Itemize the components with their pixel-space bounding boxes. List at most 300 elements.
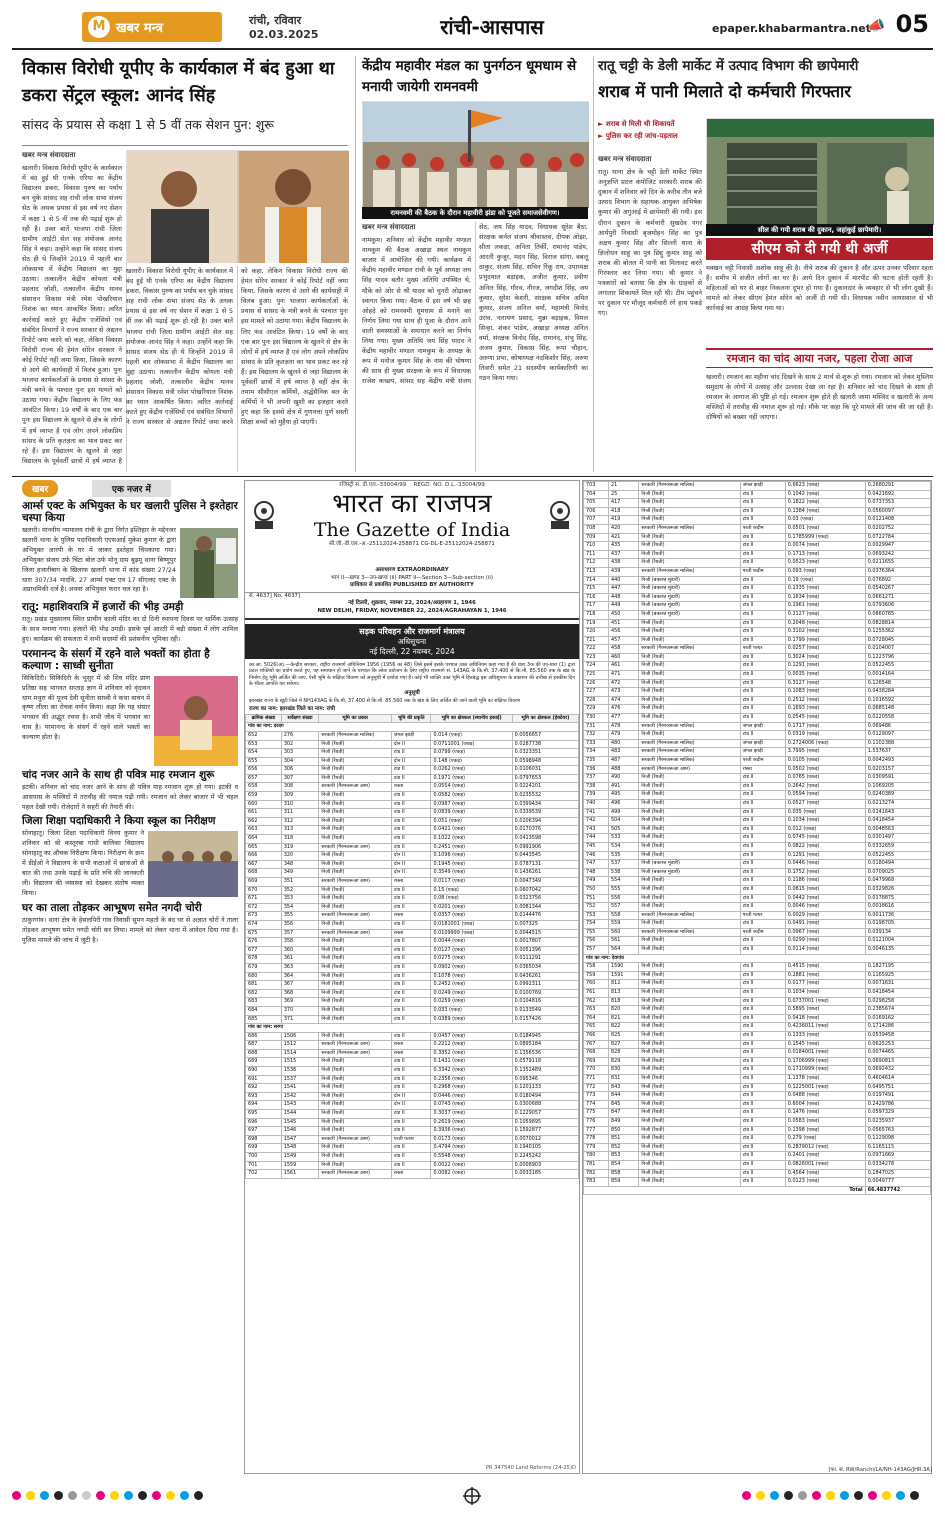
- black-dot: [194, 1491, 203, 1500]
- table-cell: 0.0109999 (एकड़): [431, 929, 512, 938]
- table-row: [246, 809, 579, 818]
- table-cell: 0.1022 (एकड़): [431, 835, 512, 844]
- table-cell: 1549: [281, 1153, 319, 1162]
- table-cell: 757: [584, 946, 609, 955]
- table-cell: 0.0319 (एकड़): [785, 731, 865, 740]
- table-cell: 0.0180494: [865, 860, 930, 869]
- table-cell: 736: [584, 765, 609, 774]
- table-cell: टांड II: [391, 886, 431, 895]
- table-cell: निजी (रैयती): [639, 1032, 740, 1041]
- table-cell: 0.3024 (एकड़): [785, 653, 865, 662]
- table-cell: 0.1713 (एकड़): [785, 550, 865, 559]
- table-cell: 0.1201133: [512, 1084, 578, 1093]
- table-cell: 0.3342 (एकड़): [431, 1067, 512, 1076]
- table-cell: 1543: [281, 1101, 319, 1110]
- table-cell: निजी (रैयती): [639, 885, 740, 894]
- table-cell: 745: [584, 842, 609, 851]
- gazette-auth: प्राधिकार से प्रकाशित PUBLISHED BY AUTHORITY: [245, 582, 579, 593]
- table-cell: 0.0044 (एकड़): [431, 938, 512, 947]
- table-cell: 652: [246, 731, 282, 740]
- table-row: [584, 628, 931, 637]
- table-cell: निजी (रैयती): [639, 1109, 740, 1118]
- table-cell: रास्ता: [391, 929, 431, 938]
- table-row: [584, 799, 931, 808]
- table-row: [246, 886, 579, 895]
- table-cell: 0.2212 (एकड़): [431, 1041, 512, 1050]
- table-cell: टांड II: [391, 843, 431, 852]
- black-dot: [784, 1491, 793, 1500]
- table-cell: निजी (रैयती): [319, 998, 392, 1007]
- table-cell: निजी (रैयती): [639, 714, 740, 723]
- table-cell: 0.0418 (एकड़): [785, 1014, 865, 1023]
- table-cell: 0.0070012: [512, 1135, 578, 1144]
- gazette-title-hindi: भारत का राजपत्र: [332, 489, 492, 519]
- table-cell: 0.0213274: [865, 799, 930, 808]
- table-cell: सरकारी (गैरमजरूआ मालिक): [319, 731, 392, 740]
- yellow-dot: [826, 1491, 835, 1500]
- table-cell: 0.014 (एकड़): [431, 731, 512, 740]
- table-cell: 716: [584, 593, 609, 602]
- table-cell: परती पत्थर: [740, 911, 785, 920]
- table-row: [584, 593, 931, 602]
- table-cell: 0.1078 (एकड़): [431, 972, 512, 981]
- table-cell: 0.0693242: [865, 550, 930, 559]
- table-row: [584, 507, 931, 516]
- table-row: [584, 1074, 931, 1083]
- table-row: [584, 1169, 931, 1178]
- table-cell: 654: [246, 749, 282, 758]
- table-cell: 0.148 (एकड़): [431, 757, 512, 766]
- table-cell: निजी (रैयती): [319, 938, 392, 947]
- story-headline: विकास विरोधी यूपीए के कार्यकाल में बंद हुआ था डकरा सेंट्रल स्कूल: आनंद सिंह: [22, 59, 335, 106]
- table-cell: 698: [246, 1135, 282, 1144]
- table-cell: 308: [281, 783, 319, 792]
- table-cell: टांड II: [740, 1014, 785, 1023]
- table-cell: 697: [246, 1127, 282, 1136]
- table-cell: 0.0104007: [865, 645, 930, 654]
- story-subhead: सांसद के प्रयास से कक्षा 1 से 5 वीं तक सेशन पुन: शुरू: [22, 117, 274, 132]
- table-cell: निजी (रैयती): [319, 895, 392, 904]
- table-row: [584, 928, 931, 937]
- table-cell: टांड II: [740, 782, 785, 791]
- table-cell: टांड II: [391, 1067, 431, 1076]
- table-row: [584, 1014, 931, 1023]
- table-cell: 0.051 (एकड़): [431, 817, 512, 826]
- table-cell: 353: [281, 895, 319, 904]
- table-cell: निजी (रैयती): [639, 731, 740, 740]
- table-cell: 0.0105 (एकड़): [785, 757, 865, 766]
- table-cell: 858: [608, 1169, 638, 1178]
- table-cell: 0.0047349: [512, 878, 578, 887]
- table-cell: 849: [608, 1117, 638, 1126]
- table-cell: टांड II: [740, 731, 785, 740]
- table-cell: 0.007325: [512, 920, 578, 929]
- table-row: [584, 1040, 931, 1049]
- table-cell: टांड II: [391, 920, 431, 929]
- section-title: रांची-आसपास: [440, 15, 544, 39]
- table-cell: 0.0545 (एकड़): [785, 714, 865, 723]
- table-cell: निजी (रैयती): [639, 688, 740, 697]
- table-cell: 0.0056657: [512, 731, 578, 740]
- ramzan-body: खलारी। रमजान का महीना चांद दिखने के साथ 2 मार्च से शुरू हो गया। रमजान को लेकर मुस्लिम समुदाय के लोगों में उत्साह और उल्लास देखा जा रहा है। शनिवार को चांद दिखने के साथ ही रमजान के आगाज की पुष्टि हो गई। रमजान शुरू होते ही खलारी जामा मस्जिद व खलारी के अन्य मस्जिदों में तरावीह की नमाज शुरू हो गई। मौके पर कहा कि पूरे मामले की जांच की जा रही है। दोषियों को बख्शा नहीं जाएगा।: [706, 373, 933, 422]
- table-cell: 0.5895 (एकड़): [785, 1006, 865, 1015]
- table-cell: 417: [608, 499, 638, 508]
- ramzan-headline: रमजान का चांद आया नजर, पहला रोजा आज: [726, 352, 913, 365]
- table-row: [584, 1057, 931, 1066]
- gazette-title-english: The Gazette of India: [313, 519, 511, 541]
- table-cell: 310: [281, 800, 319, 809]
- table-cell: 0.0565763: [865, 1126, 930, 1135]
- table-row: [584, 1152, 931, 1161]
- table-cell: 702: [246, 1170, 282, 1179]
- table-cell: निजी (रैयती): [319, 1101, 392, 1110]
- table-cell: निजी (रैयती): [639, 705, 740, 714]
- table-cell: 0.1225001 (एकड़): [785, 1083, 865, 1092]
- table-row: [246, 835, 579, 844]
- brand-logo[interactable]: [82, 12, 222, 42]
- table-cell: टांड II: [740, 877, 785, 886]
- table-cell: निजी (रैयती): [639, 662, 740, 671]
- black-dot: [910, 1491, 919, 1500]
- table-cell: 0.0457 (एकड़): [431, 1032, 512, 1041]
- table-cell: 0.0049777: [865, 1178, 930, 1187]
- table-cell: 708: [584, 524, 609, 533]
- table-row: [584, 971, 931, 980]
- photo-caption: रामनवमी की बैठक के दौरान महावीरी झंडा को पूजते समाजसेवीगण।: [362, 207, 588, 219]
- table-cell: 0.0389 (एकड़): [431, 1015, 512, 1024]
- table-cell: 0.1083 (एकड़): [785, 688, 865, 697]
- table-cell: निजी (रैयती): [319, 1006, 392, 1015]
- table-cell: 0.0815 (एकड़): [785, 885, 865, 894]
- table-cell: दोन II: [391, 1101, 431, 1110]
- table-row: [584, 1135, 931, 1144]
- table-cell: 0.2680291: [865, 482, 930, 491]
- table-cell: रास्ता: [391, 1041, 431, 1050]
- table-cell: 0.2385674: [865, 1006, 930, 1015]
- table-cell: 0.19 (एकड़): [785, 576, 865, 585]
- table-cell: 722: [584, 645, 609, 654]
- table-cell: 677: [246, 946, 282, 955]
- table-cell: 0.1592877: [512, 1127, 578, 1136]
- table-cell: 669: [246, 878, 282, 887]
- table-cell: 451: [608, 619, 638, 628]
- table-cell: निजी (रैयती): [319, 817, 392, 826]
- table-row: [246, 955, 579, 964]
- table-cell: निजी (रैयती): [639, 989, 740, 998]
- table-cell: टांड II: [391, 938, 431, 947]
- table-cell: 0.0202752: [865, 524, 930, 533]
- table-cell: 0.1693 (एकड़): [785, 705, 865, 714]
- table-row: [246, 749, 579, 758]
- table-cell: 0.0971669: [865, 1152, 930, 1161]
- table-cell: टांड II: [740, 533, 785, 542]
- table-cell: 854: [608, 1160, 638, 1169]
- table-cell: 744: [584, 834, 609, 843]
- table-cell: 495: [608, 791, 638, 800]
- table-cell: 761: [584, 989, 609, 998]
- table-cell: 0.0902 (एकड़): [431, 963, 512, 972]
- table-row: [584, 576, 931, 585]
- table-cell: 0.1165115: [865, 1143, 930, 1152]
- table-cell: सरकारी (गैरमजरूआ मालिक): [639, 748, 740, 757]
- table-row: [584, 516, 931, 525]
- table-row: [246, 800, 579, 809]
- table-cell: 0.3352 (एकड़): [431, 1049, 512, 1058]
- table-cell: 693: [246, 1092, 282, 1101]
- table-cell: 0.0011736: [865, 911, 930, 920]
- table-cell: निजी (रैयती): [639, 550, 740, 559]
- table-cell: 1559: [281, 1161, 319, 1170]
- table-cell: टांड II: [740, 963, 785, 972]
- table-row: [584, 482, 931, 491]
- ministry: सड़क परिवहन और राजमार्ग मंत्रालय: [359, 626, 465, 636]
- table-cell: 727: [584, 688, 609, 697]
- photo-meeting: [362, 101, 588, 207]
- table-cell: 0.0014164: [865, 671, 930, 680]
- label-khabar: खबर: [22, 480, 58, 497]
- table-cell: 659: [246, 792, 282, 801]
- table-row: [246, 1084, 579, 1093]
- yellow-dot: [110, 1491, 119, 1500]
- table-cell: 752: [584, 903, 609, 912]
- table-cell: टांड II: [740, 610, 785, 619]
- table-row: [584, 1160, 931, 1169]
- table-cell: 0.0046 (एकड़): [785, 903, 865, 912]
- table-row: [246, 903, 579, 912]
- table-cell: 0.4564 (एकड़): [785, 1169, 865, 1178]
- table-cell: 0.0121004: [865, 937, 930, 946]
- table-cell: निजी (बकाश्त मुंडारी): [639, 576, 740, 585]
- table-cell: 0.0157426: [512, 1015, 578, 1024]
- table-cell: 0.1799 (एकड़): [785, 636, 865, 645]
- table-row: [246, 1006, 579, 1015]
- table-cell: 0.012 (एकड़): [785, 825, 865, 834]
- table-cell: टांड II: [740, 705, 785, 714]
- table-row: [584, 774, 931, 783]
- table-cell: 0.0418454: [865, 817, 930, 826]
- table-cell: निजी (रैयती): [319, 1118, 392, 1127]
- table-cell: 661: [246, 809, 282, 818]
- table-cell: 0.4515 (एकड़): [785, 963, 865, 972]
- crosshair-icon: [463, 1487, 481, 1505]
- table-cell: निजी (रैयती): [639, 1100, 740, 1109]
- news-body: सिकिदिरी। सिकिदिरी के भुसुर में श्री शिव मंदिर प्राण प्रतिष्ठा सह भागवत सप्ताह ज्ञान में शनिवार को वृंदावन धाम मथुरा की पूज्य देवी सुनीता साध्वी ने कथा वाचन में कृष्ण लीला का रोचक वर्णन किया। कहा कि यह संसार भगवान की अद्भुत रचना है। सभी जीव में भगवान का वास है। परमानन्द के संसर्ग में रहने वाले भक्तों का कल्याण होता है।: [22, 673, 150, 742]
- table-cell: 460: [608, 653, 638, 662]
- table-cell: टांड II: [740, 1100, 785, 1109]
- table-cell: 770: [584, 1066, 609, 1075]
- table-cell: 0.039134: [865, 928, 930, 937]
- table-cell: 358: [281, 938, 319, 947]
- masthead: [12, 10, 933, 50]
- table-cell: टांड II: [740, 628, 785, 637]
- table-row: [246, 912, 579, 921]
- table-cell: निजी (रैयती): [639, 1178, 740, 1187]
- table-cell: परती कदीम: [740, 928, 785, 937]
- table-cell: 720: [584, 628, 609, 637]
- story-headline: केंद्रीय महावीर मंडल का पुनर्गठन धूमधाम से मनायी जायेगी रामनवमी: [362, 58, 577, 95]
- table-cell: 733: [584, 739, 609, 748]
- table-cell: 655: [246, 757, 282, 766]
- table-cell: दोन II: [391, 860, 431, 869]
- table-cell: 0.1165925: [865, 971, 930, 980]
- news-headline: रातू: महाशिवरात्रि में हजारों की भीड़ उमड़ी: [22, 601, 184, 613]
- table-row: [246, 1110, 579, 1119]
- village-label: गांव का नाम: देवगांव: [584, 954, 931, 963]
- table-row: [246, 878, 579, 887]
- table-cell: निजी (रैयती): [639, 696, 740, 705]
- village-row: [584, 954, 931, 963]
- table-cell: 0.0127 (एकड़): [431, 946, 512, 955]
- total-row: [584, 1186, 931, 1195]
- table-cell: 0.0042493: [865, 757, 930, 766]
- table-cell: 0.1042 (एकड़): [785, 490, 865, 499]
- table-cell: 749: [584, 877, 609, 886]
- table-cell: टांड II: [740, 1066, 785, 1075]
- table-cell: 830: [608, 1066, 638, 1075]
- table-cell: 828: [608, 1049, 638, 1058]
- story-headline-main: शराब में पानी मिलाते दो कर्मचारी गिरफ्तार: [598, 82, 852, 101]
- table-cell: 782: [584, 1169, 609, 1178]
- news-body: रातू। प्रखंड मुख्यालय स्थित प्राचीन काली मंदिर का दो दिनी स्थापना दिवस पर धार्मिक उत्साह के साथ मनाया गया। हजारों की भीड़ उमड़ी। इसके पूर्व आरती में बड़ी संख्या में लोग शामिल हुए। कार्यक्रम की सफलता में सभी सदस्यों की प्रशंसनीय भूमिका रही।: [22, 615, 238, 643]
- table-cell: 0.0220558: [865, 714, 930, 723]
- table-cell: निजी (रैयती): [319, 886, 392, 895]
- table-row: [246, 757, 579, 766]
- table-cell: 0.0661271: [865, 593, 930, 602]
- photo-caption: सील की गयी शराब की दुकान, जहांकुई छापेमारी।: [706, 224, 933, 236]
- table-cell: 742: [584, 817, 609, 826]
- total-value: 66.4837742: [865, 1186, 930, 1195]
- table-cell: 559: [608, 920, 638, 929]
- table-cell: 692: [246, 1084, 282, 1093]
- table-cell: 25: [608, 490, 638, 499]
- table-cell: 0.0299 (एकड़): [785, 937, 865, 946]
- table-cell: 0.279 (एकड़): [785, 1135, 865, 1144]
- table-cell: 777: [584, 1126, 609, 1135]
- table-cell: 490: [608, 774, 638, 783]
- table-cell: 0.0839 (एकड़): [431, 809, 512, 818]
- table-cell: 472: [608, 679, 638, 688]
- table-cell: 768: [584, 1049, 609, 1058]
- table-cell: 1590: [608, 963, 638, 972]
- table-cell: 363: [281, 963, 319, 972]
- table-cell: 561: [608, 937, 638, 946]
- table-cell: निजी (रैयती): [639, 1143, 740, 1152]
- table-row: [246, 1135, 579, 1144]
- table-cell: निजी (रैयती): [319, 1067, 392, 1076]
- table-row: [584, 585, 931, 594]
- table-cell: 821: [608, 1014, 638, 1023]
- table-cell: निजी (रैयती): [319, 1058, 392, 1067]
- table-cell: 730: [584, 714, 609, 723]
- table-cell: 0.2401 (एकड़): [785, 1152, 865, 1161]
- table-cell: 776: [584, 1117, 609, 1126]
- table-cell: 859: [608, 1178, 638, 1187]
- table-cell: 710: [584, 542, 609, 551]
- table-cell: 0.1384 (एकड़): [785, 507, 865, 516]
- table-cell: निजी (रैयती): [319, 981, 392, 990]
- land-table: [583, 481, 931, 1195]
- ramzan-headline-box: [706, 348, 933, 368]
- table-cell: जंगल झाड़ी: [740, 722, 785, 731]
- table-cell: सरकारी (गैरमजरूआ आम): [319, 1170, 392, 1179]
- table-cell: 0.0111291: [512, 955, 578, 964]
- black-dot: [138, 1491, 147, 1500]
- table-cell: सरकारी (गैरमजरूआ आम): [319, 912, 392, 921]
- table-cell: 0.4236011 (एकड़): [785, 1023, 865, 1032]
- table-cell: टांड II: [740, 1143, 785, 1152]
- table-cell: 0.0300688: [512, 1101, 578, 1110]
- table-cell: 0.0334278: [865, 1160, 930, 1169]
- table-cell: 689: [246, 1058, 282, 1067]
- table-cell: 0.1545 (एकड़): [785, 1040, 865, 1049]
- table-cell: 712: [584, 559, 609, 568]
- table-row: [584, 894, 931, 903]
- table-row: [246, 998, 579, 1007]
- table-cell: 743: [584, 825, 609, 834]
- site-url[interactable]: epaper.khabarmantra.net: [712, 22, 871, 35]
- table-cell: 0.0141643: [865, 808, 930, 817]
- table-cell: निजी (बकाश्त मुंडारी): [639, 593, 740, 602]
- grey-dot: [68, 1491, 77, 1500]
- table-cell: 758: [584, 963, 609, 972]
- table-row: [246, 1153, 579, 1162]
- school-photo: [148, 831, 238, 897]
- gazette-date-hi: नई दिल्ली, शुक्रवार, नवम्बर 22, 2024/अग्रहायण 1, 1946: [348, 600, 476, 607]
- table-cell: 658: [246, 783, 282, 792]
- table-cell: 0.0081344: [512, 903, 578, 912]
- table-cell: 0.0722784: [865, 533, 930, 542]
- brand-name: खबर मन्त्र: [116, 21, 164, 36]
- table-cell: 852: [608, 1143, 638, 1152]
- table-cell: 843: [608, 1083, 638, 1092]
- table-cell: 471: [608, 671, 638, 680]
- table-cell: निजी (रैयती): [319, 1153, 392, 1162]
- table-cell: टांड II: [740, 1160, 785, 1169]
- table-cell: निजी (बकाश्त मुंडारी): [639, 868, 740, 877]
- table-row: [584, 645, 931, 654]
- magenta-dot: [96, 1491, 105, 1500]
- table-cell: 0.2048 (एकड़): [785, 619, 865, 628]
- table-cell: 0.15 (एकड़): [431, 886, 512, 895]
- table-cell: टांड II: [391, 981, 431, 990]
- table-cell: टांड II: [740, 868, 785, 877]
- table-cell: निजी (रैयती): [639, 997, 740, 1006]
- table-row: [246, 946, 579, 955]
- table-cell: टांड II: [740, 1040, 785, 1049]
- table-row: [584, 1032, 931, 1041]
- table-cell: निजी (रैयती): [319, 1075, 392, 1084]
- table-cell: 0.1186 (एकड़): [785, 877, 865, 886]
- table-row: [246, 740, 579, 749]
- table-cell: निजी (रैयती): [639, 791, 740, 800]
- table-cell: 0.1291 (एकड़): [785, 851, 865, 860]
- table-cell: 683: [246, 998, 282, 1007]
- table-cell: टांड II: [740, 799, 785, 808]
- photo-leaders: [126, 150, 348, 262]
- table-cell: 0.0173 (एकड़): [431, 1135, 512, 1144]
- table-row: [246, 860, 579, 869]
- table-cell: निजी (रैयती): [639, 851, 740, 860]
- table-cell: 0.0690813: [865, 1057, 930, 1066]
- table-cell: 276: [281, 731, 319, 740]
- table-cell: 818: [608, 997, 638, 1006]
- table-cell: 746: [584, 851, 609, 860]
- table-cell: 370: [281, 1006, 319, 1015]
- land-table: [245, 714, 579, 1179]
- brand-icon: M: [88, 16, 110, 38]
- table-cell: 364: [281, 972, 319, 981]
- table-cell: 714: [584, 576, 609, 585]
